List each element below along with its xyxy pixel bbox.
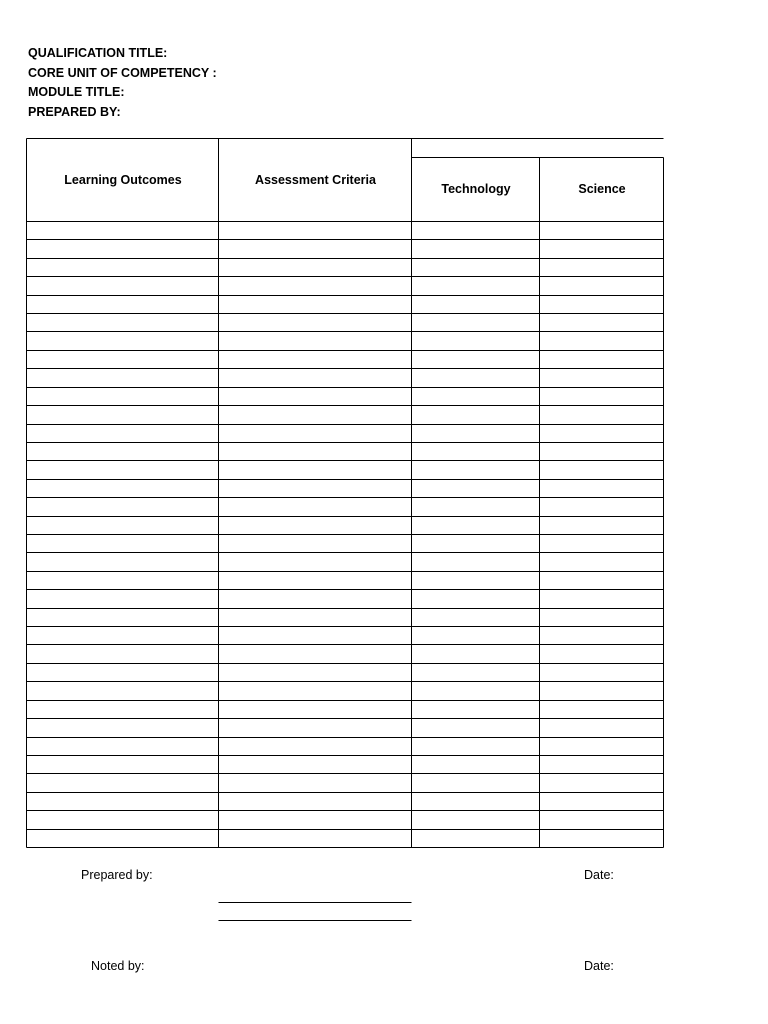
noted-by-label: Noted by: <box>91 959 145 973</box>
prepared-by-header-label: PREPARED BY: <box>28 104 121 119</box>
date-label-prepared: Date: <box>584 868 614 882</box>
date-label-noted: Date: <box>584 959 614 973</box>
core-unit-label: CORE UNIT OF COMPETENCY : <box>28 65 217 80</box>
column-header-science: Science <box>578 182 626 196</box>
qualification-title-label: QUALIFICATION TITLE: <box>28 46 168 60</box>
column-header-assessment-criteria: Assessment Criteria <box>255 173 376 187</box>
column-header-learning-outcomes: Learning Outcomes <box>64 173 182 187</box>
module-title-label: MODULE TITLE: <box>28 85 125 99</box>
column-header-technology: Technology <box>441 182 511 196</box>
table-grid-lines <box>27 139 664 848</box>
prepared-by-label: Prepared by: <box>81 868 153 882</box>
signature-lines <box>219 903 412 921</box>
